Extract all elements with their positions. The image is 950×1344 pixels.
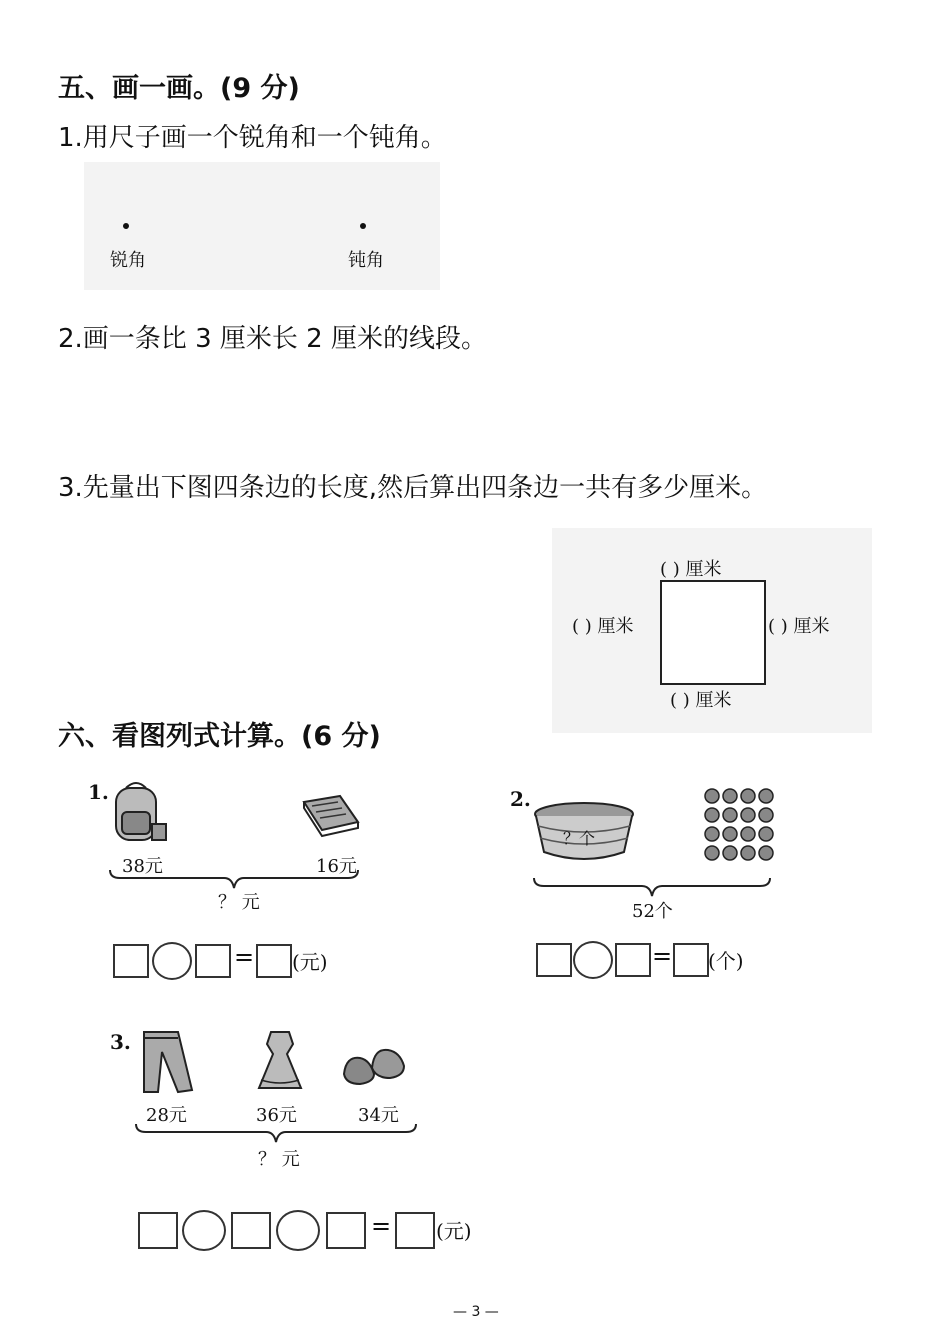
operator-circle[interactable] [573,941,613,979]
price-dress: 36元 [256,1105,297,1126]
page-number: — 3 — [453,1304,499,1320]
problem-1-number: 1. [88,780,109,804]
answer-box[interactable] [326,1212,366,1249]
book-icon [300,792,362,842]
equals-sign: = [234,943,255,971]
unit-label: (元) [292,950,328,974]
answer-box[interactable] [615,943,651,977]
answer-box[interactable] [395,1212,435,1249]
problem-3-number: 3. [110,1030,131,1054]
answer-box[interactable] [231,1212,271,1249]
answer-box[interactable] [138,1212,178,1249]
brace-3 [134,1122,418,1146]
total-2: 52个 [632,901,673,922]
equals-sign: = [371,1212,392,1240]
answer-box[interactable] [256,944,292,978]
pants-icon [140,1030,196,1096]
section-5-title: 五、画一画。(9 分) [58,73,300,104]
square-bottom-label[interactable]: ( ) 厘米 [670,690,732,711]
question-2: 2.画一条比 3 厘米长 2 厘米的线段。 [58,324,487,354]
answer-box[interactable] [113,944,149,978]
operator-circle[interactable] [276,1210,320,1251]
unit-label: (元) [436,1219,472,1243]
basket-label: ？个 [563,829,596,848]
problem-2-number: 2. [510,787,531,811]
shoes-icon [340,1044,408,1092]
total-3: ？ 元 [258,1149,300,1170]
square-shape [660,580,766,685]
operator-circle[interactable] [152,942,192,980]
backpack-icon [108,778,170,848]
price-backpack: 38元 [122,856,163,877]
square-figure [552,528,872,733]
question-1: 1.用尺子画一个锐角和一个钝角。 [58,123,447,153]
answer-box[interactable] [195,944,231,978]
price-pants: 28元 [146,1105,187,1126]
dress-icon [253,1030,307,1094]
acute-angle-point [123,223,129,229]
obtuse-angle-point [360,223,366,229]
acute-label: 锐角 [110,250,146,271]
square-top-label[interactable]: ( ) 厘米 [660,559,722,580]
square-right-label[interactable]: ( ) 厘米 [768,616,830,637]
answer-box[interactable] [536,943,572,977]
operator-circle[interactable] [182,1210,226,1251]
section-6-title: 六、看图列式计算。(6 分) [58,721,381,752]
total-1: ？ 元 [218,892,260,913]
question-3: 3.先量出下图四条边的长度,然后算出四条边一共有多少厘米。 [58,473,768,503]
price-book: 16元 [316,856,357,877]
apples-icon [703,786,775,864]
price-shoes: 34元 [358,1105,399,1126]
angle-drawing-area[interactable] [84,162,440,290]
square-left-label[interactable]: ( ) 厘米 [572,616,634,637]
equals-sign: = [652,942,673,970]
unit-label: (个) [708,949,744,973]
obtuse-label: 钝角 [348,250,384,271]
answer-box[interactable] [673,943,709,977]
